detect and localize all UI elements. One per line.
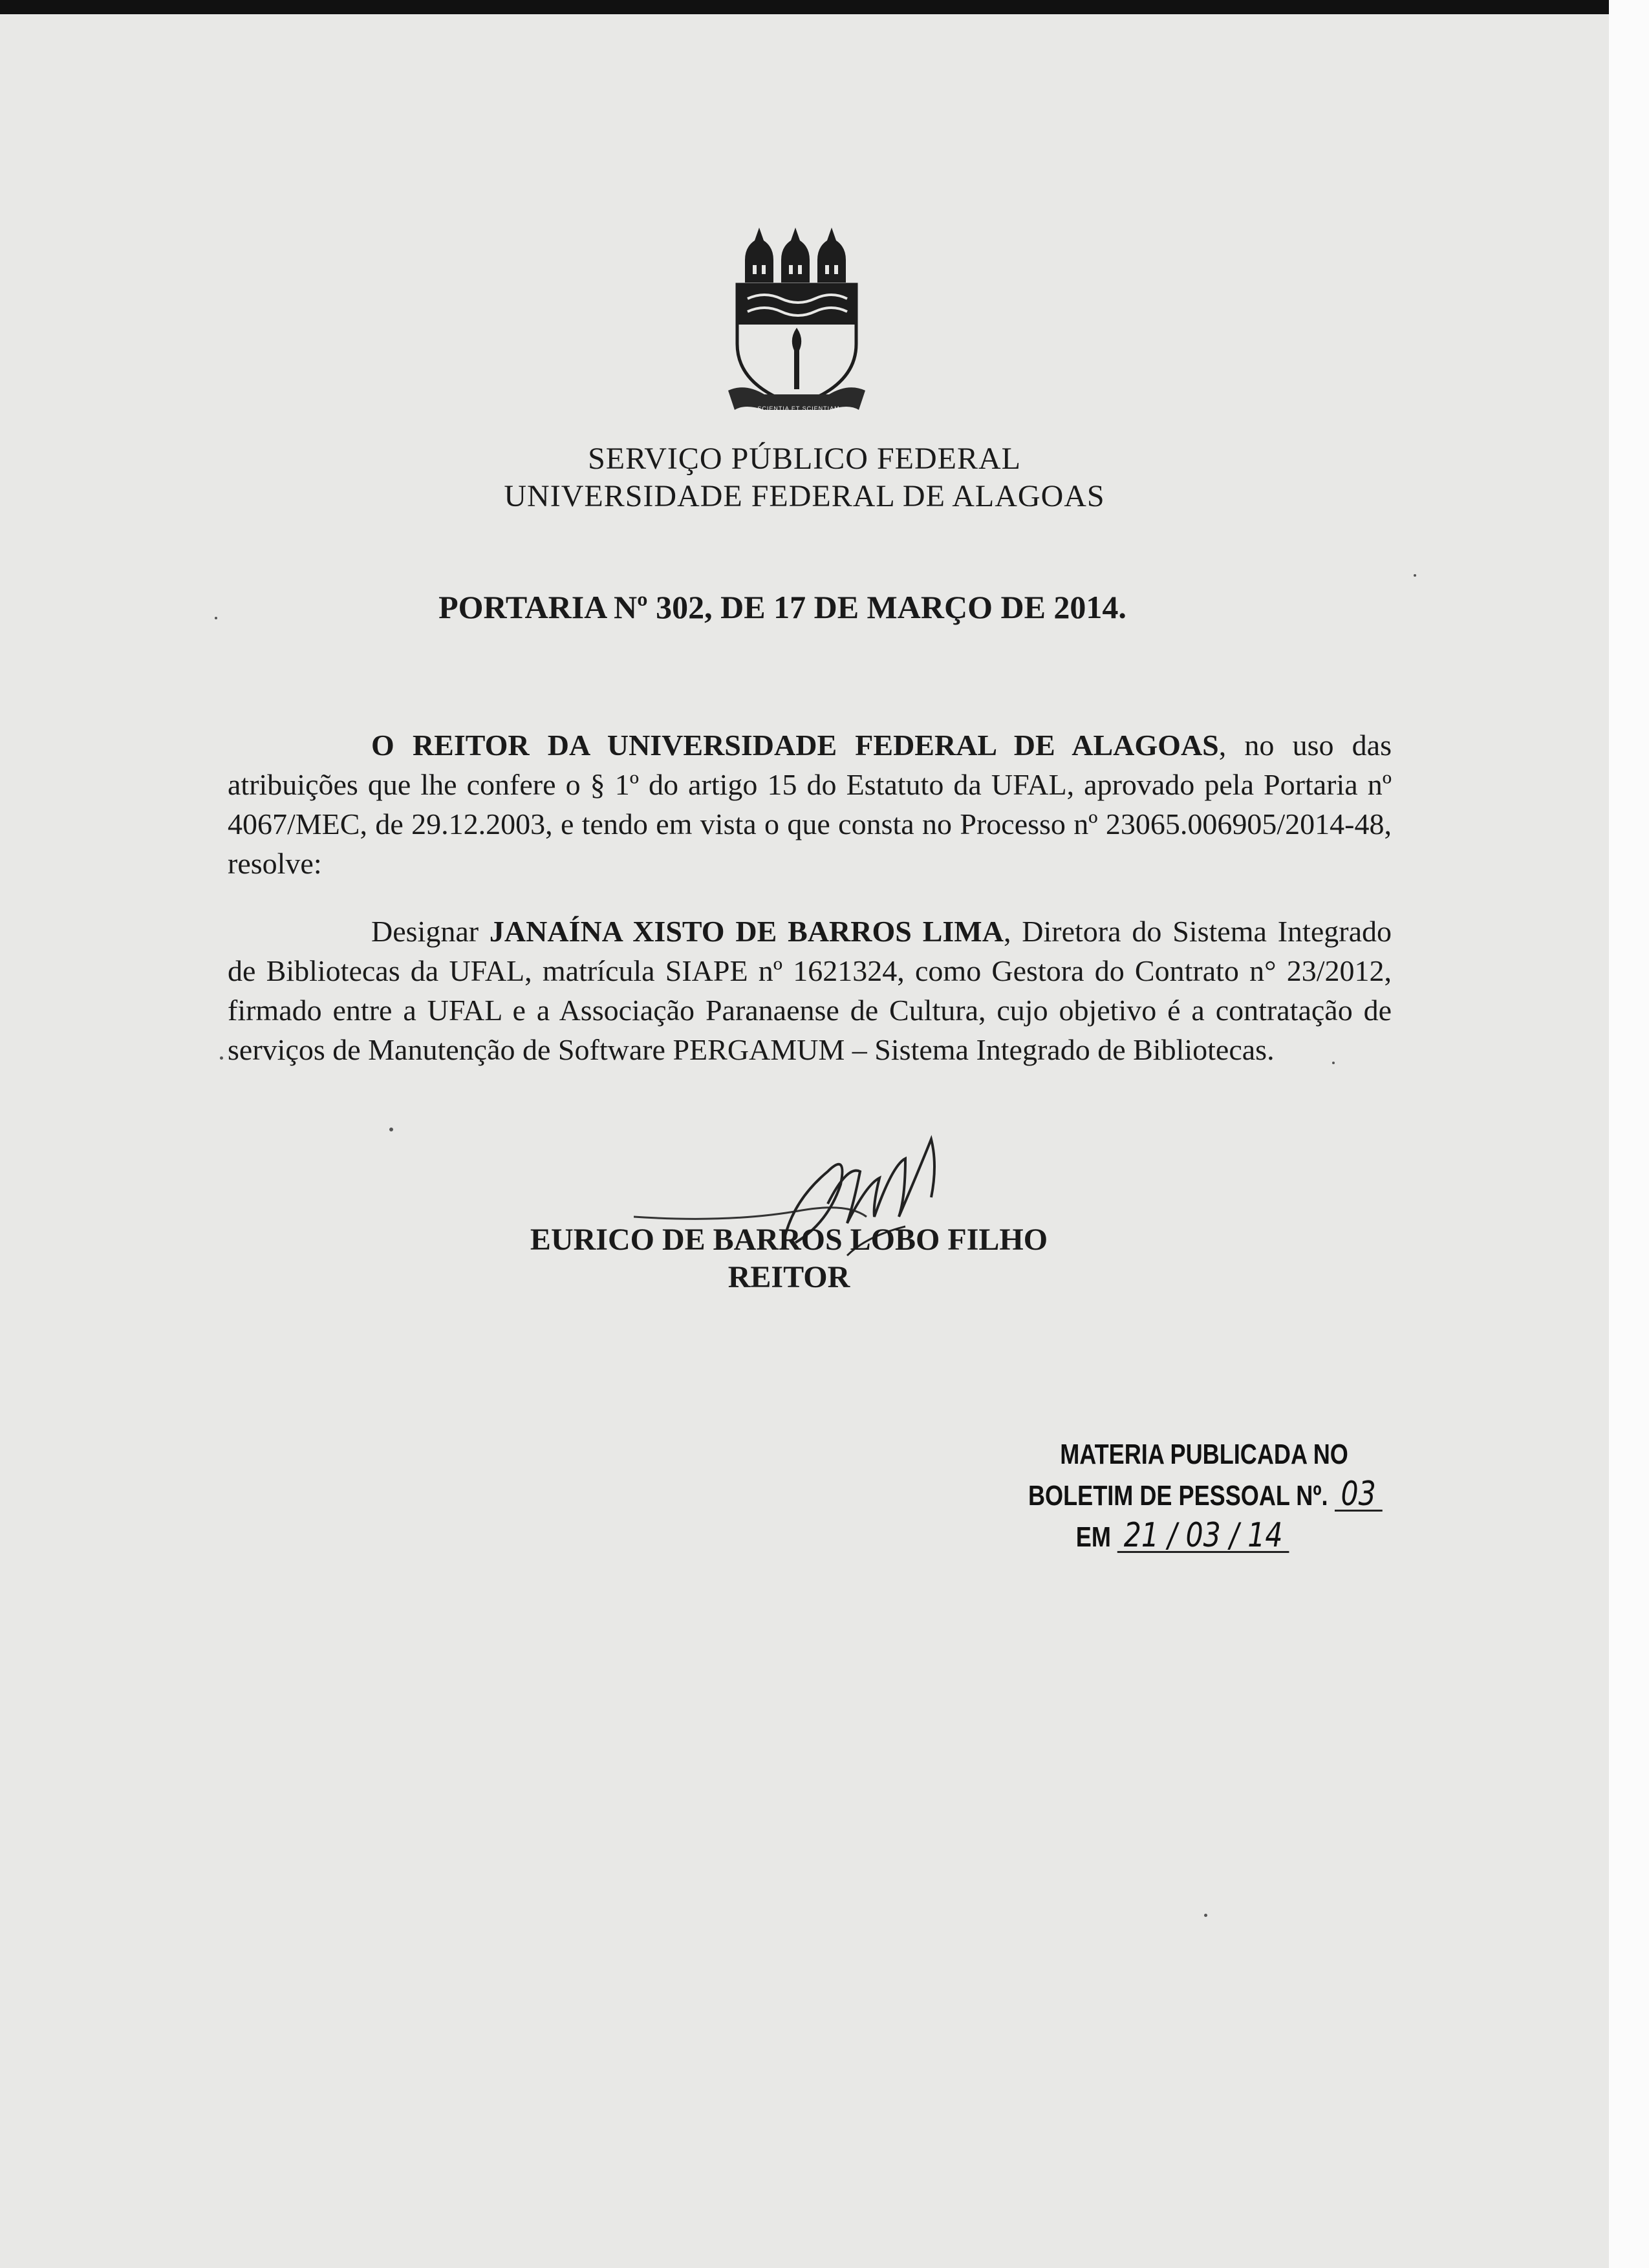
stamp-boletim-label: BOLETIM DE PESSOAL Nº. <box>1028 1480 1328 1512</box>
designation-lead: Designar <box>371 915 490 948</box>
header-service-line: SERVIÇO PÚBLICO FEDERAL <box>588 442 1021 476</box>
publication-stamp <box>1028 1434 1390 1558</box>
stamp-line-boletim <box>1028 1475 1376 1517</box>
scan-speck <box>1332 1062 1335 1064</box>
portaria-title: PORTARIA Nº 302, DE 17 DE MARÇO DE 2014. <box>438 589 1126 625</box>
scan-top-border <box>0 0 1649 14</box>
scan-speck <box>389 1128 393 1131</box>
signer-title: REITOR <box>727 1260 850 1294</box>
preamble-bold-lead: O REITOR DA UNIVERSIDADE FEDERAL DE ALAGOAS <box>371 729 1219 762</box>
scan-speck <box>1204 1914 1207 1917</box>
ufal-crest-logo <box>726 221 868 422</box>
scan-speck <box>220 1056 223 1060</box>
crest-motto-text: SCIENTIA ET SCIENTIAM <box>757 405 840 412</box>
scan-speck <box>1414 574 1416 577</box>
designation-text: , Diretora do Sistema Integrado de Bibliotecas da UFAL, matrícula SIAPE nº 1621324, como Gestora do Contrato n° 23/2012, firmado entre a UFAL e a Associação Paranaense de Cultura, cujo objetivo é a contratação de serviços de Manutenção de Software PERGAMUM – Sistema Integrado de Bibliotecas. <box>228 915 1392 1066</box>
preamble-text: , no uso das atribuições que lhe confere o § 1º do artigo 15 do Estatuto da UFAL, aprovado pela Portaria nº 4067/MEC, de 29.12.2003, e tendo em vista o que consta no Processo nº 23065.006905/2014-48, resolve: <box>228 729 1392 880</box>
stamp-date-label: EM <box>1075 1521 1111 1553</box>
paragraph-preamble <box>228 725 1392 883</box>
signer-name: EURICO DE BARROS LOBO FILHO <box>530 1223 1048 1257</box>
document-page <box>0 14 1609 2268</box>
stamp-line-published: MATERIA PUBLICADA NO <box>1060 1439 1348 1470</box>
stamp-line-date <box>1028 1517 1325 1558</box>
stamp-boletim-number: 03 <box>1335 1479 1383 1512</box>
scan-right-edge <box>1609 0 1649 2268</box>
scan-speck <box>215 617 217 619</box>
paragraph-designation <box>228 912 1392 1069</box>
designee-name: JANAÍNA XISTO DE BARROS LIMA <box>489 915 1004 948</box>
stamp-date-value: 21 / 03 / 14 <box>1117 1520 1289 1553</box>
header-university-line: UNIVERSIDADE FEDERAL DE ALAGOAS <box>504 479 1105 513</box>
